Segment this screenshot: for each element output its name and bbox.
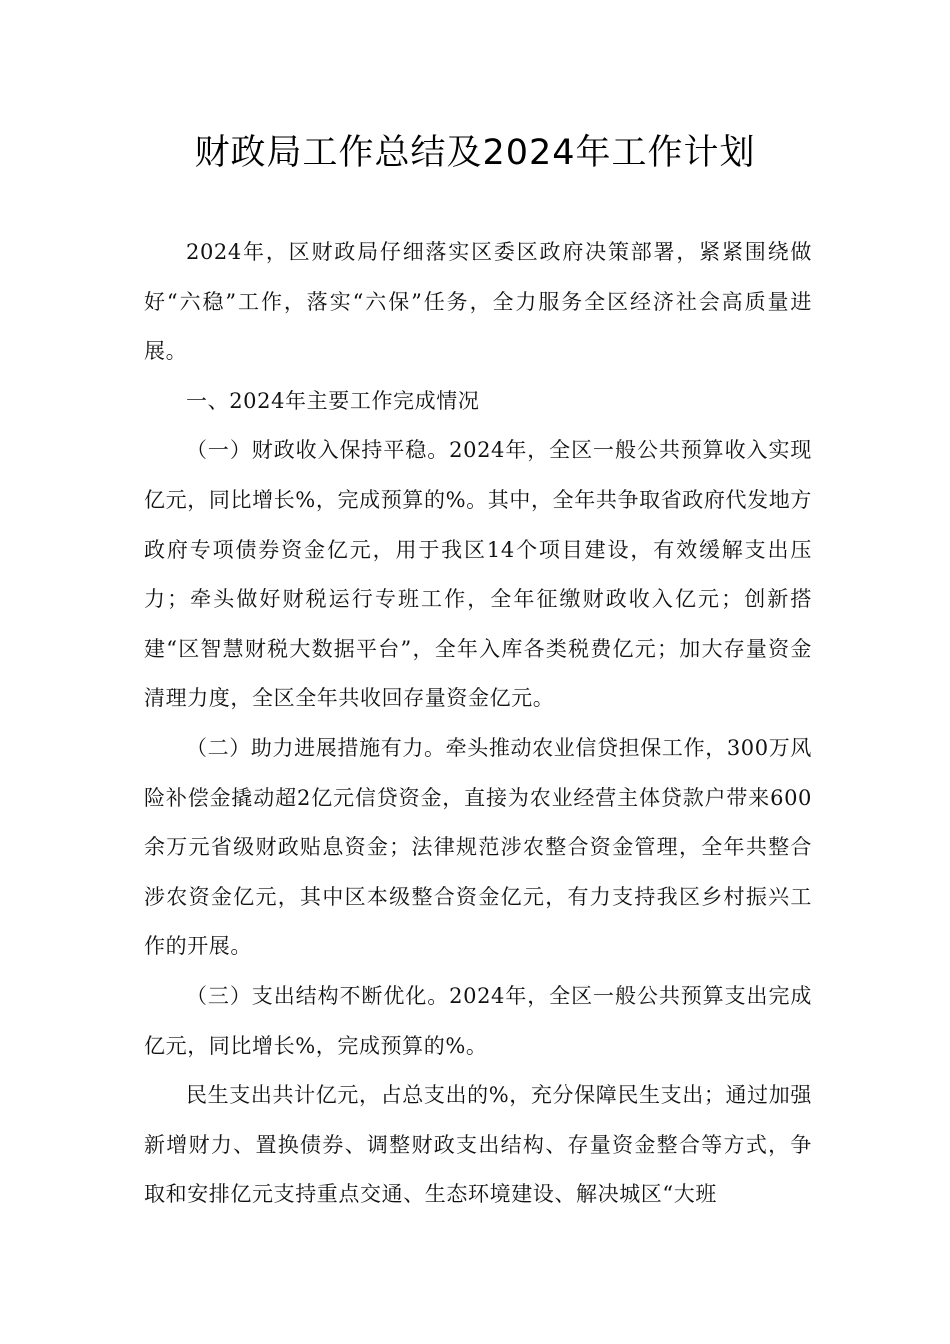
paragraph-expenditure: （三）支出结构不断优化。2024年，全区一般公共预算支出完成亿元，同比增长%，完成预算的%。 [144, 983, 812, 1058]
section-heading-1: 一、2024年主要工作完成情况 [186, 388, 480, 413]
paragraph-intro: 2024年，区财政局仔细落实区委区政府决策部署，紧紧围绕做好“六稳”工作，落实“六保”任务，全力服务全区经济社会高质量进展。 [144, 240, 812, 364]
paragraph-revenue: （一）财政收入保持平稳。2024年，全区一般公共预算收入实现亿元，同比增长%，完成预算的%。其中，全年共争取省政府代发地方政府专项债券资金亿元，用于我区14个项目建设，有效缓解支出压力；牵头做好财税运行专班工作，全年征缴财政收入亿元；创新搭建“区智慧财税大数据平台”，全年入库各类税费亿元；加大存量资金清理力度，全区全年共收回存量资金亿元。 [144, 438, 812, 711]
document-title: 财政局工作总结及2024年工作计划 [194, 133, 756, 173]
paragraph-development: （二）助力进展措施有力。牵头推动农业信贷担保工作，300万风险补偿金撬动超2亿元信贷资金，直接为农业经营主体贷款户带来600余万元省级财政贴息资金；法律规范涉农整合资金管理，全年共整合涉农资金亿元，其中区本级整合资金亿元，有力支持我区乡村振兴工作的开展。 [144, 735, 812, 959]
document-body [144, 228, 812, 1220]
paragraph-livelihood: 民生支出共计亿元，占总支出的%，充分保障民生支出；通过加强新增财力、置换债券、调整财政支出结构、存量资金整合等方式，争取和安排亿元支持重点交通、生态环境建设、解决城区“大班 [144, 1083, 812, 1207]
